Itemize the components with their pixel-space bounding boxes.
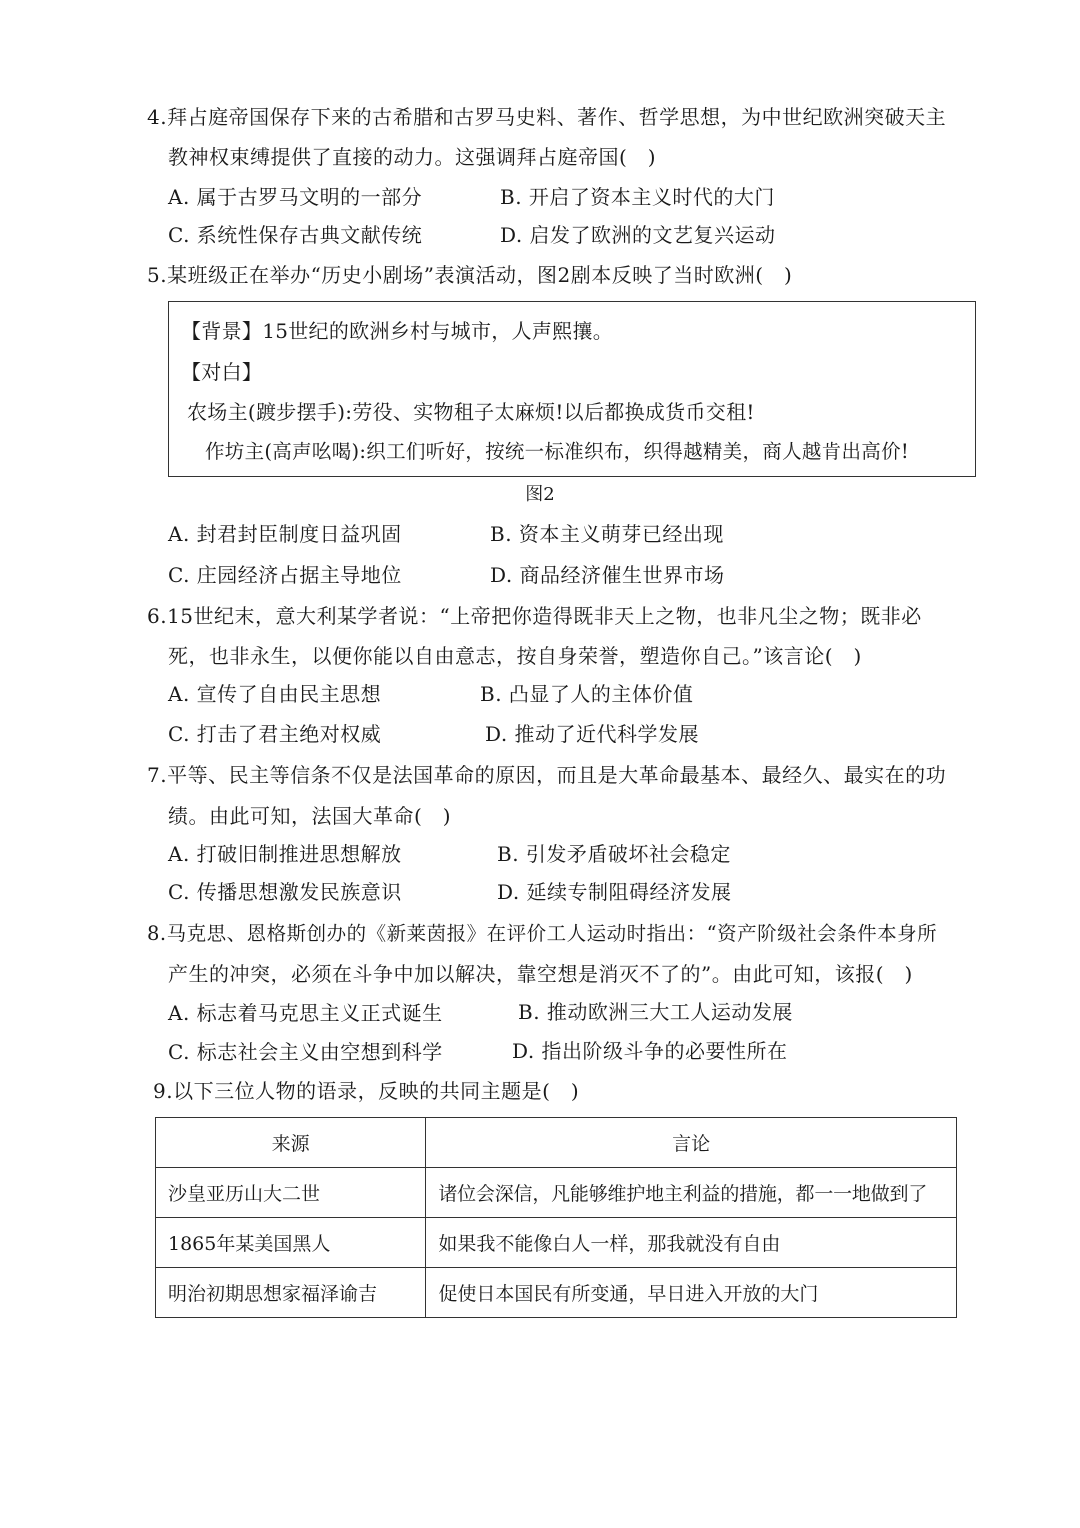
script-line-workshop: 作坊主(高声吆喝):织工们听好，按统一标准织布，织得越精美，商人越肯出高价! xyxy=(205,440,910,463)
q4-option-a: A. 属于古罗马文明的一部分 xyxy=(168,185,423,209)
table-cell-source: 1865年某美国黑人 xyxy=(156,1218,426,1268)
table-row xyxy=(156,1268,957,1318)
q9-stem-line1: 9.以下三位人物的语录，反映的共同主题是( ) xyxy=(153,1079,580,1103)
q6-stem-line2: 死，也非永生，以便你能以自由意志，按自身荣誉，塑造你自己。”该言论( ) xyxy=(168,644,862,668)
q8-stem-line1: 8.马克思、恩格斯创办的《新莱茵报》在评价工人运动时指出：“资产阶级社会条件本身所 xyxy=(147,922,938,945)
table-header-source: 来源 xyxy=(156,1118,426,1168)
q7-option-b: B. 引发矛盾破坏社会稳定 xyxy=(497,842,731,866)
q4-option-c: C. 系统性保存古典文献传统 xyxy=(168,223,423,247)
q5-option-c: C. 庄园经济占据主导地位 xyxy=(168,563,402,587)
table-cell-source: 明治初期思想家福泽谕吉 xyxy=(156,1268,426,1318)
q8-option-b: B. 推动欧洲三大工人运动发展 xyxy=(518,1000,793,1024)
q4-stem-line1: 4.拜占庭帝国保存下来的古希腊和古罗马史料、著作、哲学思想，为中世纪欧洲突破天主 xyxy=(147,105,947,129)
table-cell-source: 沙皇亚历山大二世 xyxy=(156,1168,426,1218)
script-dialogue-heading: 【对白】 xyxy=(181,360,263,384)
q5-option-b: B. 资本主义萌芽已经出现 xyxy=(490,522,724,546)
q6-option-d: D. 推动了近代科学发展 xyxy=(485,722,700,746)
q6-option-b: B. 凸显了人的主体价值 xyxy=(480,682,694,706)
q8-stem-line2: 产生的冲突，必须在斗争中加以解决，靠空想是消灭不了的”。由此可知，该报( ) xyxy=(168,962,913,986)
q8-option-a: A. 标志着马克思主义正式诞生 xyxy=(168,1001,443,1025)
q5-stem-line1: 5.某班级正在举办“历史小剧场”表演活动，图2剧本反映了当时欧洲( ) xyxy=(147,263,793,287)
q4-option-d: D. 启发了欧洲的文艺复兴运动 xyxy=(500,223,776,247)
table-cell-quote: 促使日本国民有所变通，早日进入开放的大门 xyxy=(426,1268,957,1318)
table-row xyxy=(156,1168,957,1218)
script-line-farmer: 农场主(踱步摆手):劳役、实物租子太麻烦!以后都换成货币交租! xyxy=(187,400,755,424)
quotes-table xyxy=(155,1117,957,1318)
q5-option-d: D. 商品经济催生世界市场 xyxy=(490,563,725,587)
table-row xyxy=(156,1218,957,1268)
q8-option-d: D. 指出阶级斗争的必要性所在 xyxy=(512,1039,788,1063)
q7-option-d: D. 延续专制阻碍经济发展 xyxy=(497,880,732,904)
figure-caption: 图2 xyxy=(525,484,555,505)
q6-option-c: C. 打击了君主绝对权威 xyxy=(168,722,382,746)
table-header-quote: 言论 xyxy=(426,1118,957,1168)
table-cell-quote: 诸位会深信，凡能够维护地主利益的措施，都一一地做到了 xyxy=(426,1168,957,1218)
q4-stem-line2: 教神权束缚提供了直接的动力。这强调拜占庭帝国( ) xyxy=(168,145,657,169)
table-header-row xyxy=(156,1118,957,1168)
q7-option-a: A. 打破旧制推进思想解放 xyxy=(168,842,402,866)
q6-stem-line1: 6.15世纪末，意大利某学者说：“上帝把你造得既非天上之物，也非凡尘之物；既非必 xyxy=(147,604,922,628)
q7-stem-line1: 7.平等、民主等信条不仅是法国革命的原因，而且是大革命最基本、最经久、最实在的功 xyxy=(147,763,947,787)
script-background: 【背景】15世纪的欧洲乡村与城市，人声熙攘。 xyxy=(181,319,614,343)
script-box xyxy=(168,301,976,477)
table-cell-quote: 如果我不能像白人一样，那我就没有自由 xyxy=(426,1218,957,1268)
q7-option-c: C. 传播思想激发民族意识 xyxy=(168,880,402,904)
q6-option-a: A. 宣传了自由民主思想 xyxy=(168,682,382,706)
q8-option-c: C. 标志社会主义由空想到科学 xyxy=(168,1040,443,1064)
q7-stem-line2: 绩。由此可知，法国大革命( ) xyxy=(168,804,452,828)
q5-option-a: A. 封君封臣制度日益巩固 xyxy=(168,522,402,546)
q4-option-b: B. 开启了资本主义时代的大门 xyxy=(500,185,775,209)
